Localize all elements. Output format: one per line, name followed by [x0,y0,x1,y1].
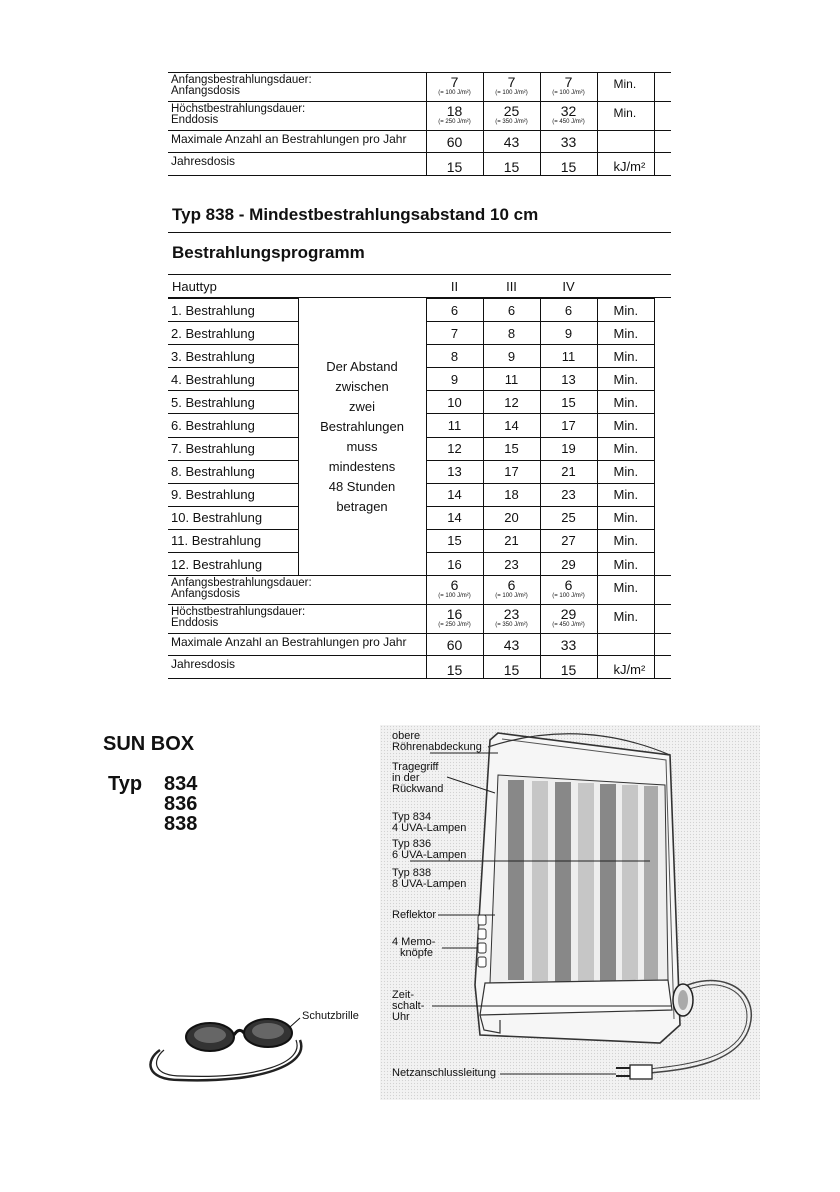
minutes-cell: 8 [426,345,483,368]
minutes-cell: 27 [540,529,597,552]
table-row [168,634,671,656]
interval-note [298,299,426,576]
unit-cell: kJ/m² [597,656,654,679]
value-cell: 29 [560,606,577,622]
minutes-cell: 15 [426,529,483,552]
label-line: 4 UVA-Lampen [392,822,467,834]
session-label: 5. Bestrahlung [168,391,298,414]
row-label: Anfangsbestrahlungsdauer: [171,74,312,86]
program-table [168,298,671,576]
session-label: 10. Bestrahlung [168,506,298,529]
table-row [168,102,671,131]
typ-number: 834 [164,773,198,795]
table-row [168,576,671,605]
value-text: 15 [446,159,463,175]
label-typ834 [392,812,466,834]
unit-cell: Min. [597,414,654,437]
minutes-cell: 6 [426,299,483,322]
bottom-dose-table [168,575,671,679]
row-label: Jahresdosis [168,656,426,679]
value-cell: 32 [560,103,577,119]
minutes-cell: 12 [426,437,483,460]
value-cell: 6 [507,577,516,593]
unit-cell: Min. [597,506,654,529]
minutes-cell: 19 [540,437,597,460]
program-row [168,299,671,322]
minutes-cell: 7 [426,322,483,345]
unit-cell: Min. [597,391,654,414]
label-timer [392,990,424,1023]
unit-cell: Min. [597,576,654,605]
minutes-cell: 18 [483,483,540,506]
minutes-cell: 6 [483,299,540,322]
label-typ836 [392,839,466,861]
session-label: 9. Bestrahlung [168,483,298,506]
minutes-cell: 12 [483,391,540,414]
row-label: Jahresdosis [168,153,426,176]
label-line: 8 UVA-Lampen [392,878,467,890]
typ-label: Typ [108,773,143,795]
value-text: 60 [446,134,463,150]
minutes-cell: 13 [426,460,483,483]
unit-cell: Min. [597,529,654,552]
label-line: Zeit- [392,989,414,1001]
table-row [168,131,671,153]
label-line: Röhrenabdeckung [392,741,482,753]
value-text: 15 [503,159,520,175]
minutes-cell: 23 [483,553,540,576]
minutes-cell: 14 [426,506,483,529]
unit-cell: Min. [597,483,654,506]
minutes-cell: 14 [483,414,540,437]
row-label: Enddosis [171,617,219,629]
unit-cell: Min. [597,460,654,483]
table-row [168,73,671,102]
minutes-cell: 21 [483,529,540,552]
session-label: 6. Bestrahlung [168,414,298,437]
unit-cell: Min. [597,299,654,322]
value-cell: 16 [446,606,463,622]
table-row [168,605,671,634]
value-text: 33 [560,134,577,150]
typ-number: 836 [164,793,198,815]
value-cell [426,153,483,176]
row-label: Enddosis [171,114,219,126]
minutes-cell: 11 [540,345,597,368]
value-cell: 25 [503,103,520,119]
typ-distance-heading: Typ 838 - Mindestbestrahlungsabstand 10 cm [172,205,539,224]
dose-sub: (= 350 J/m²) [495,622,528,628]
minutes-cell: 11 [426,414,483,437]
hauttyp-col: III [506,279,517,294]
divider [168,274,671,275]
session-label: 11. Bestrahlung [168,529,298,552]
label-line: 4 Memo- [392,936,436,948]
note-line: muss [346,439,378,455]
value-cell [540,153,597,176]
label-line: Typ 834 [392,811,432,823]
dose-sub: (= 350 J/m²) [495,119,528,125]
unit-cell: Min. [597,102,654,131]
note-line: mindestens [328,459,396,475]
dose-sub: (= 450 J/m²) [552,119,585,125]
value-cell: 7 [564,74,573,90]
value-text: 43 [503,134,520,150]
value-cell [540,656,597,679]
dose-sub: (= 450 J/m²) [552,622,585,628]
hauttyp-label: Hauttyp [172,279,217,294]
label-line: obere [392,730,421,742]
typ-number: 838 [164,813,198,835]
value-cell [483,153,540,176]
program-heading: Bestrahlungsprogramm [172,243,365,262]
value-cell: 7 [507,74,516,90]
value-cell: 6 [564,577,573,593]
value-cell [483,656,540,679]
minutes-cell: 9 [483,345,540,368]
dose-sub: (= 100 J/m²) [438,593,471,599]
session-label: 2. Bestrahlung [168,322,298,345]
value-cell: 23 [503,606,520,622]
unit-cell [597,634,654,656]
session-label: 3. Bestrahlung [168,345,298,368]
label-line: 6 UVA-Lampen [392,849,467,861]
session-label: 1. Bestrahlung [168,299,298,322]
minutes-cell: 20 [483,506,540,529]
minutes-cell: 6 [540,299,597,322]
unit-cell: Min. [597,605,654,634]
label-line: Uhr [392,1011,410,1023]
value-cell [540,634,597,656]
dose-sub: (= 100 J/m²) [438,90,471,96]
note-line: Der Abstand [326,359,398,375]
dose-sub: (= 250 J/m²) [438,622,471,628]
label-cable: Netzanschlussleitung [392,1067,496,1079]
row-label: Anfangsdosis [171,85,241,97]
value-cell [483,131,540,153]
value-cell: 6 [450,577,459,593]
unit-cell: Min. [597,322,654,345]
session-label: 7. Bestrahlung [168,437,298,460]
value-text: 60 [446,637,463,653]
unit-cell: Min. [597,345,654,368]
value-text: 15 [446,662,463,678]
dose-sub: (= 100 J/m²) [495,593,528,599]
value-cell: 18 [446,103,463,119]
value-cell [426,131,483,153]
minutes-cell: 17 [483,460,540,483]
label-line: Typ 838 [392,867,432,879]
row-label: Maximale Anzahl an Bestrahlungen pro Jahr [168,634,426,656]
dose-sub: (= 100 J/m²) [552,90,585,96]
goggles-label: Schutzbrille [302,1010,359,1022]
session-label: 4. Bestrahlung [168,368,298,391]
label-line: schalt- [392,1000,425,1012]
value-cell: 7 [450,74,459,90]
divider [168,232,671,233]
unit-cell: kJ/m² [597,153,654,176]
unit-cell: Min. [597,553,654,576]
value-cell [426,656,483,679]
unit-cell: Min. [597,368,654,391]
unit-cell: Min. [597,437,654,460]
value-text: 15 [560,662,577,678]
value-text: 15 [560,159,577,175]
label-reflector: Reflektor [392,909,437,921]
minutes-cell: 17 [540,414,597,437]
row-label: Anfangsbestrahlungsdauer: [171,577,312,589]
table-row [168,656,671,679]
minutes-cell: 25 [540,506,597,529]
value-text: 43 [503,637,520,653]
row-label: Anfangsdosis [171,588,241,600]
value-cell [540,131,597,153]
minutes-cell: 11 [483,368,540,391]
minutes-cell: 21 [540,460,597,483]
table-row [168,153,671,176]
minutes-cell: 16 [426,553,483,576]
row-label: Höchstbestrahlungsdauer: [171,606,306,618]
hauttyp-col: II [450,279,459,294]
product-name: SUN BOX [103,733,195,755]
note-line: betragen [336,499,388,515]
label-line: Typ 836 [392,838,432,850]
minutes-cell: 14 [426,483,483,506]
row-label: Höchstbestrahlungsdauer: [171,103,306,115]
session-label: 8. Bestrahlung [168,460,298,483]
label-line: Rückwand [392,783,444,795]
session-label: 12. Bestrahlung [168,553,298,576]
label-line: knöpfe [400,947,434,959]
label-cover [392,731,482,753]
minutes-cell: 10 [426,391,483,414]
hauttyp-col: IV [562,279,575,294]
note-line: Bestrahlungen [320,419,404,435]
value-cell [483,634,540,656]
label-line: in der [392,772,420,784]
value-cell [426,634,483,656]
value-text: 15 [503,662,520,678]
label-typ838 [392,868,466,890]
minutes-cell: 9 [540,322,597,345]
minutes-cell: 13 [540,368,597,391]
note-line: zwischen [335,379,389,395]
label-line: Tragegriff [392,761,439,773]
note-line: zwei [348,399,375,415]
minutes-cell: 9 [426,368,483,391]
dose-sub: (= 100 J/m²) [552,593,585,599]
minutes-cell: 15 [540,391,597,414]
dose-sub: (= 100 J/m²) [495,90,528,96]
dose-sub: (= 250 J/m²) [438,119,471,125]
note-line: 48 Stunden [328,479,396,495]
top-dose-table [168,72,671,176]
minutes-cell: 8 [483,322,540,345]
value-text: 33 [560,637,577,653]
label-memo [392,937,435,959]
minutes-cell: 15 [483,437,540,460]
unit-cell [597,131,654,153]
minutes-cell: 23 [540,483,597,506]
minutes-cell: 29 [540,553,597,576]
label-handle [392,762,443,795]
unit-cell: Min. [597,73,654,102]
row-label: Maximale Anzahl an Bestrahlungen pro Jahr [168,131,426,153]
